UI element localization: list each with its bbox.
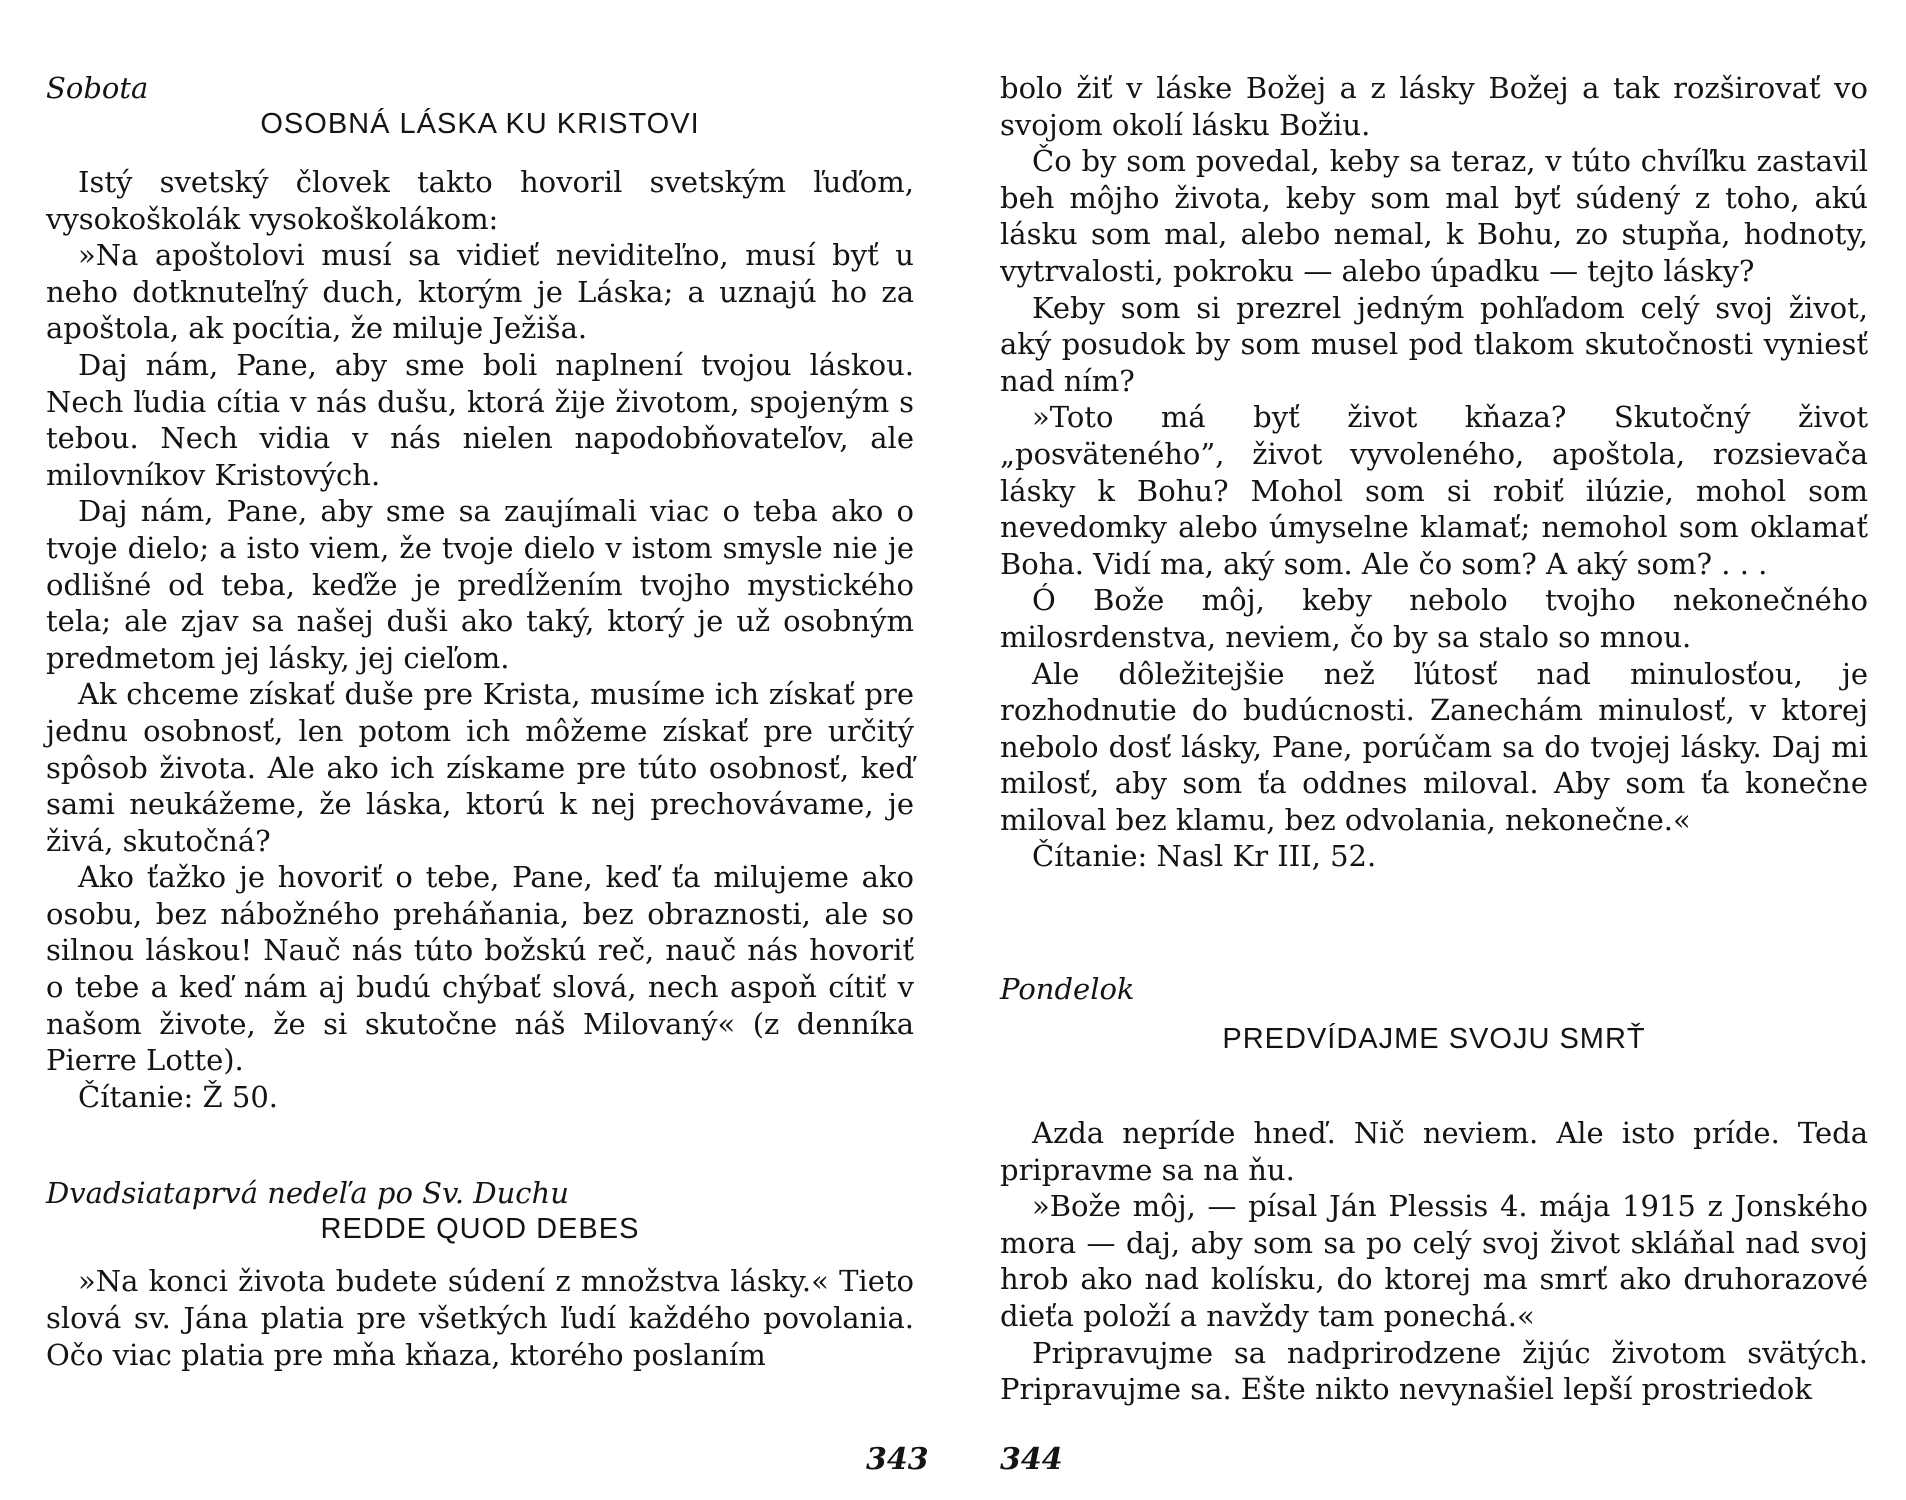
paragraph: Ak chceme získať duše pre Krista, musíme ich získať pre jednu osobnosť, len potom ich môžeme získať pre určitý spôsob života. Ale ako ich získame pre túto osobnosť, keď sami neukážeme, že láska, ktorú k nej prechovávame, je živá, skutočná? xyxy=(46,677,914,858)
section-title-redde-quod-debes: REDDE QUOD DEBES xyxy=(320,1213,640,1246)
day-heading-saturday: Sobota xyxy=(46,71,149,105)
paragraph: Pripravujme sa nadprirodzene žijúc životom svätých. Pripravujme sa. Ešte nikto nevynašiel lepší prostriedok xyxy=(1000,1335,1868,1407)
paragraph: Ako ťažko je hovoriť o tebe, Pane, keď ťa milujeme ako osobu, bez nábožného preháňania, bez obraznosti, ale so silnou láskou! Nauč nás túto božskú reč, nauč nás hovoriť o tebe a keď nám aj budú chýbať slová, nech aspoň cítiť v našom živote, že si skutočne náš Milovaný« (z denníka Pierre Lotte). xyxy=(46,860,914,1078)
section-title-osobna-laska: OSOBNÁ LÁSKA KU KRISTOVI xyxy=(260,108,700,140)
paragraph: Azda nepríde hneď. Nič neviem. Ale isto príde. Teda pripravme sa na ňu. xyxy=(1000,1116,1868,1187)
reading-reference: Čítanie: Nasl Kr III, 52. xyxy=(1032,839,1377,874)
section-title-predvidajme: PREDVÍDAJME SVOJU SMRŤ xyxy=(1222,1023,1646,1056)
spacer xyxy=(1000,875,1868,971)
paragraph: Ó Bože môj, keby nebolo tvojho nekonečného milosrdenstva, neviem, čo by sa stalo so mnou. xyxy=(1000,583,1868,654)
paragraph: »Toto má byť život kňaza? Skutočný život „posväteného”, život vyvoleného, apoštola, rozsievača lásky k Bohu? Mohol som si robiť ilúzie, mohol som nevedomky alebo úmyselne klamať; nemohol som oklamať Boha. Vidí ma, aký som. Ale čo som? A aký som? . . . xyxy=(1000,400,1868,581)
paragraph: Daj nám, Pane, aby sme boli naplnení tvojou láskou. Nech ľudia cítia v nás dušu, ktorá žije životom, spojeným s tebou. Nech vidia v nás nielen napodobňovateľov, ale milovníkov Kristových. xyxy=(46,347,914,492)
paragraph-continuation: bolo žiť v láske Božej a z lásky Božej a tak rozširovať vo svojom okolí lásku Božiu. xyxy=(1000,71,1868,142)
reading-reference: Čítanie: Ž 50. xyxy=(78,1079,278,1114)
paragraph: Ale dôležitejšie než ľútosť nad minulosťou, je rozhodnutie do budúcnosti. Zanechám minulosť, v ktorej nebolo dosť lásky, Pane, porúčam sa do tvojej lásky. Daj mi milosť, aby som ťa oddnes miloval. Aby som ťa konečne miloval bez klamu, bez odvolania, nekonečne.« xyxy=(1000,656,1868,837)
left-page xyxy=(46,0,929,1500)
paragraph: »Na apoštolovi musí sa vidieť neviditeľno, musí byť u neho dotknuteľný duch, ktorým je Láska; a uznajú ho za apoštola, ak pocítia, že miluje Ježiša. xyxy=(46,238,914,346)
paragraph: Keby som si prezrel jedným pohľadom celý svoj život, aký posudok by som musel pod tlakom skutočnosti vyniesť nad ním? xyxy=(1000,290,1868,398)
page-number: 344 xyxy=(1000,1442,1063,1477)
paragraph: Daj nám, Pane, aby sme sa zaujímali viac o teba ako o tvoje dielo; a isto viem, že tvoje dielo v istom smysle nie je odlišné od teba, keďže je predĺžením tvojho mystického tela; ale zjav sa našej duši ako taký, ktorý je už osobným predmetom jej lásky, jej cieľom. xyxy=(46,494,914,675)
day-heading-sunday: Dvadsiataprvá nedeľa po Sv. Duchu xyxy=(46,1176,569,1211)
right-page-content xyxy=(1000,70,1868,1408)
paragraph: »Na konci života budete súdení z množstva lásky.« Tieto slová sv. Jána platia pre všetkých ľudí každého povolania. Očo viac platia pre mňa kňaza, ktorého poslaním xyxy=(46,1264,914,1372)
left-page-content xyxy=(46,70,914,1373)
spacer xyxy=(46,1115,914,1175)
paragraph: Čo by som povedal, keby sa teraz, v túto chvíľku zastavil beh môjho života, keby som mal byť súdený z toho, akú lásku som mal, alebo nemal, k Bohu, zo stupňa, hodnoty, vytrvalosti, pokroku — alebo úpadku — tejto lásky? xyxy=(1000,144,1868,288)
paragraph: Istý svetský človek takto hovoril svetským ľuďom, vysokoškolák vysokoškolákom: xyxy=(46,165,914,236)
day-heading-monday: Pondelok xyxy=(1000,972,1135,1007)
page-number: 343 xyxy=(866,1442,929,1477)
right-page xyxy=(1000,0,1868,1500)
paragraph: »Bože môj, — písal Ján Plessis 4. mája 1915 z Jonského mora — daj, aby som sa po celý svoj život skláňal nad svoj hrob ako nad kolísku, do ktorej ma smrť ako druhorazové dieťa položí a navždy tam ponechá.« xyxy=(1000,1189,1868,1334)
